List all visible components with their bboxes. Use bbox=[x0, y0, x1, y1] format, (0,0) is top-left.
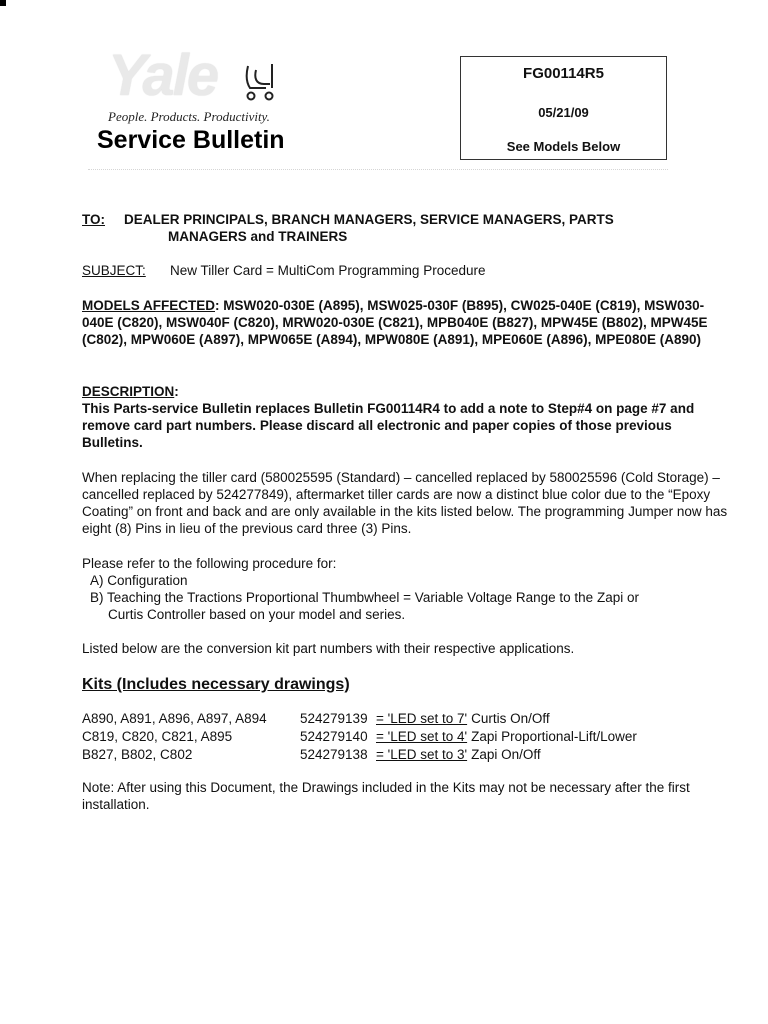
page-title: Service Bulletin bbox=[97, 126, 285, 154]
subject-text: New Tiller Card = MultiCom Programming Procedure bbox=[170, 263, 486, 278]
subject-section bbox=[82, 262, 732, 279]
to-section bbox=[82, 211, 732, 245]
kits-table bbox=[82, 710, 637, 764]
forklift-icon bbox=[240, 60, 280, 104]
scan-corner-mark bbox=[0, 0, 6, 6]
kit-models: B827, B802, C802 bbox=[82, 747, 193, 762]
subject-label: SUBJECT: bbox=[82, 263, 146, 278]
kit-led-setting: = 'LED set to 7' bbox=[376, 711, 468, 726]
description-label: DESCRIPTION bbox=[82, 384, 175, 399]
bulletin-date: 05/21/09 bbox=[538, 105, 589, 120]
to-line-2: MANAGERS and TRAINERS bbox=[168, 229, 348, 244]
tiller-card-paragraph: When replacing the tiller card (580025595 (Standard) – cancelled replaced by 580025596 (Cold Storage) – cancelled replaced by 524277849), aftermarket tiller cards are now a distinct blue color due to the “Epoxy Coating” on front and back and are only available in the kits listed below. The programming Jumper now has eight (8) Pins in lieu of the previous card three (3) Pins. bbox=[82, 470, 728, 536]
kit-row bbox=[82, 728, 637, 746]
procedure-paragraph bbox=[82, 555, 732, 623]
kit-row bbox=[82, 746, 637, 764]
bulletin-number: FG00114R5 bbox=[523, 65, 604, 82]
kit-led-setting: = 'LED set to 4' bbox=[376, 729, 468, 744]
kit-models: A890, A891, A896, A897, A894 bbox=[82, 711, 267, 726]
kit-models: C819, C820, C821, A895 bbox=[82, 729, 233, 744]
kit-led-setting: = 'LED set to 3' bbox=[376, 747, 468, 762]
procedure-item-a: A) Configuration bbox=[90, 573, 188, 588]
tagline: People. Products. Productivity. bbox=[108, 109, 270, 124]
models-affected-section bbox=[82, 297, 732, 348]
header-divider bbox=[88, 169, 668, 170]
logo-wordmark: Yale bbox=[108, 43, 218, 108]
to-line-1: DEALER PRINCIPALS, BRANCH MANAGERS, SERVICE MANAGERS, PARTS bbox=[124, 212, 614, 227]
description-label-suffix: : bbox=[174, 384, 179, 399]
kit-application: Curtis On/Off bbox=[471, 711, 550, 726]
yale-logo bbox=[108, 42, 348, 122]
bulletin-models: See Models Below bbox=[506, 139, 621, 154]
kit-application: Zapi On/Off bbox=[471, 747, 541, 762]
models-affected-text: : MSW020-030E (A895), MSW025-030F (B895), CW025-040E (C819), MSW030-040E (C820), MSW040F (C820), MRW020-030E (C821), MPB040E (B827), MPW45E (B802), MPW45E (C802), MPW060E (A897), MPW065E (A894), MPW080E (A891), MPE060E (A896), MPE080E (A890) bbox=[82, 298, 708, 347]
description-section bbox=[82, 383, 732, 451]
conversion-kit-intro: Listed below are the conversion kit part numbers with their respective applications. bbox=[82, 641, 575, 656]
kit-application: Zapi Proportional-Lift/Lower bbox=[471, 729, 637, 744]
kits-heading: Kits (Includes necessary drawings) bbox=[82, 676, 350, 693]
models-affected-label: MODELS AFFECTED bbox=[82, 298, 215, 313]
to-label: TO: bbox=[82, 212, 105, 227]
kit-row bbox=[82, 710, 637, 728]
description-text: This Parts-service Bulletin replaces Bulletin FG00114R4 to add a note to Step#4 on page #7 and remove card part numbers. Please discard all electronic and paper copies of those previous Bulletins. bbox=[82, 401, 695, 450]
kit-part-number: 524279138 bbox=[300, 747, 368, 762]
procedure-item-b: B) Teaching the Tractions Proportional Thumbwheel = Variable Voltage Range to the Zapi or bbox=[90, 590, 639, 605]
reference-box bbox=[460, 56, 667, 160]
installation-note: Note: After using this Document, the Drawings included in the Kits may not be necessary after the first installation. bbox=[82, 780, 690, 812]
kit-part-number: 524279140 bbox=[300, 729, 368, 744]
kit-part-number: 524279139 bbox=[300, 711, 368, 726]
procedure-item-b-cont: Curtis Controller based on your model and series. bbox=[108, 607, 406, 622]
procedure-intro: Please refer to the following procedure for: bbox=[82, 556, 337, 571]
